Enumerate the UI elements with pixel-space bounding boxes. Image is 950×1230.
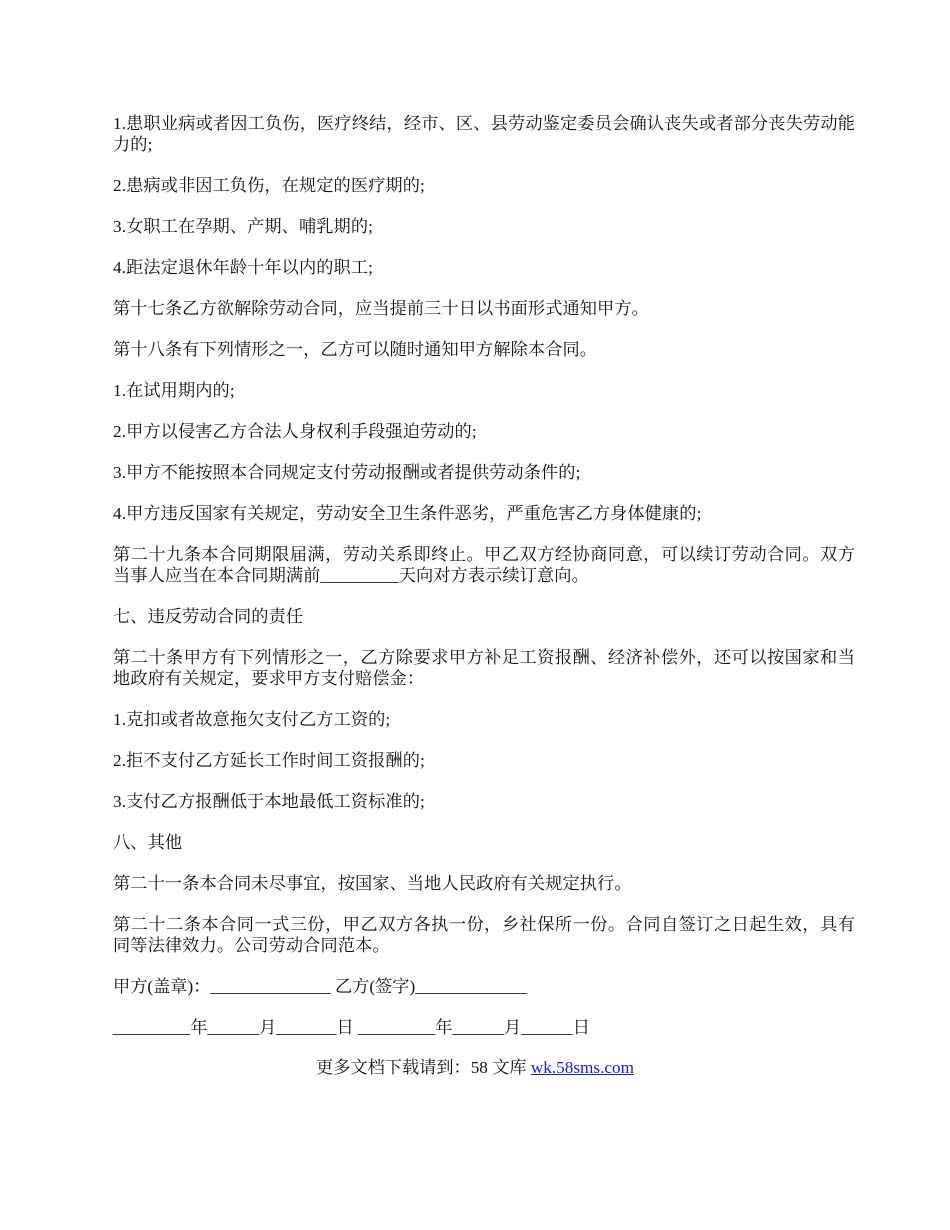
article-18: 第十八条有下列情形之一，乙方可以随时通知甲方解除本合同。 (113, 340, 598, 359)
article-18-item-3: 3.甲方不能按照本合同规定支付劳动报酬或者提供劳动条件的; (113, 463, 581, 482)
article-20-item-3: 3.支付乙方报酬低于本地最低工资标准的; (113, 792, 425, 811)
footer (0, 1057, 950, 1078)
clause-item-3: 3.女职工在孕期、产期、哺乳期的; (113, 217, 373, 236)
article-18-item-1: 1.在试用期内的; (113, 381, 235, 400)
clause-item-2: 2.患病或非因工负伤，在规定的医疗期的; (113, 176, 425, 195)
clause-item-1: 1.患职业病或者因工负伤，医疗终结，经市、区、县劳动鉴定委员会确认丧失或者部分丧失劳动能力的; (113, 114, 855, 154)
article-22: 第二十二条本合同一式三份，甲乙双方各执一份，乡社保所一份。合同自签订之日起生效，具有同等法律效力。公司劳动合同范本。 (113, 915, 855, 955)
article-20-item-1: 1.克扣或者故意拖欠支付乙方工资的; (113, 710, 391, 729)
section-7-heading: 七、违反劳动合同的责任 (113, 607, 304, 626)
signature-line: 甲方(盖章)：______________ 乙方(签字)_____________ (113, 977, 527, 996)
footer-prefix: 更多文档下载请到：58 文库 (316, 1058, 531, 1077)
article-17: 第十七条乙方欲解除劳动合同，应当提前三十日以书面形式通知甲方。 (113, 299, 649, 318)
article-18-item-4: 4.甲方违反国家有关规定，劳动安全卫生条件恶劣，严重危害乙方身体健康的; (113, 504, 702, 523)
section-8-heading: 八、其他 (113, 833, 183, 852)
document-body (113, 113, 855, 1058)
article-29: 第二十九条本合同期限届满，劳动关系即终止。甲乙双方经协商同意，可以续订劳动合同。双方当事人应当在本合同期满前_________天向对方表示续订意向。 (113, 545, 855, 585)
article-20-item-2: 2.拒不支付乙方延长工作时间工资报酬的; (113, 751, 425, 770)
article-21: 第二十一条本合同未尽事宜，按国家、当地人民政府有关规定执行。 (113, 874, 632, 893)
clause-item-4: 4.距法定退休年龄十年以内的职工; (113, 258, 373, 277)
article-18-item-2: 2.甲方以侵害乙方合法人身权利手段强迫劳动的; (113, 422, 477, 441)
date-line: _________年______月_______日 _________年______月______日 (113, 1018, 590, 1037)
footer-link[interactable]: wk.58sms.com (530, 1058, 634, 1077)
article-20: 第二十条甲方有下列情形之一，乙方除要求甲方补足工资报酬、经济补偿外，还可以按国家和当地政府有关规定，要求甲方支付赔偿金： (113, 648, 855, 688)
